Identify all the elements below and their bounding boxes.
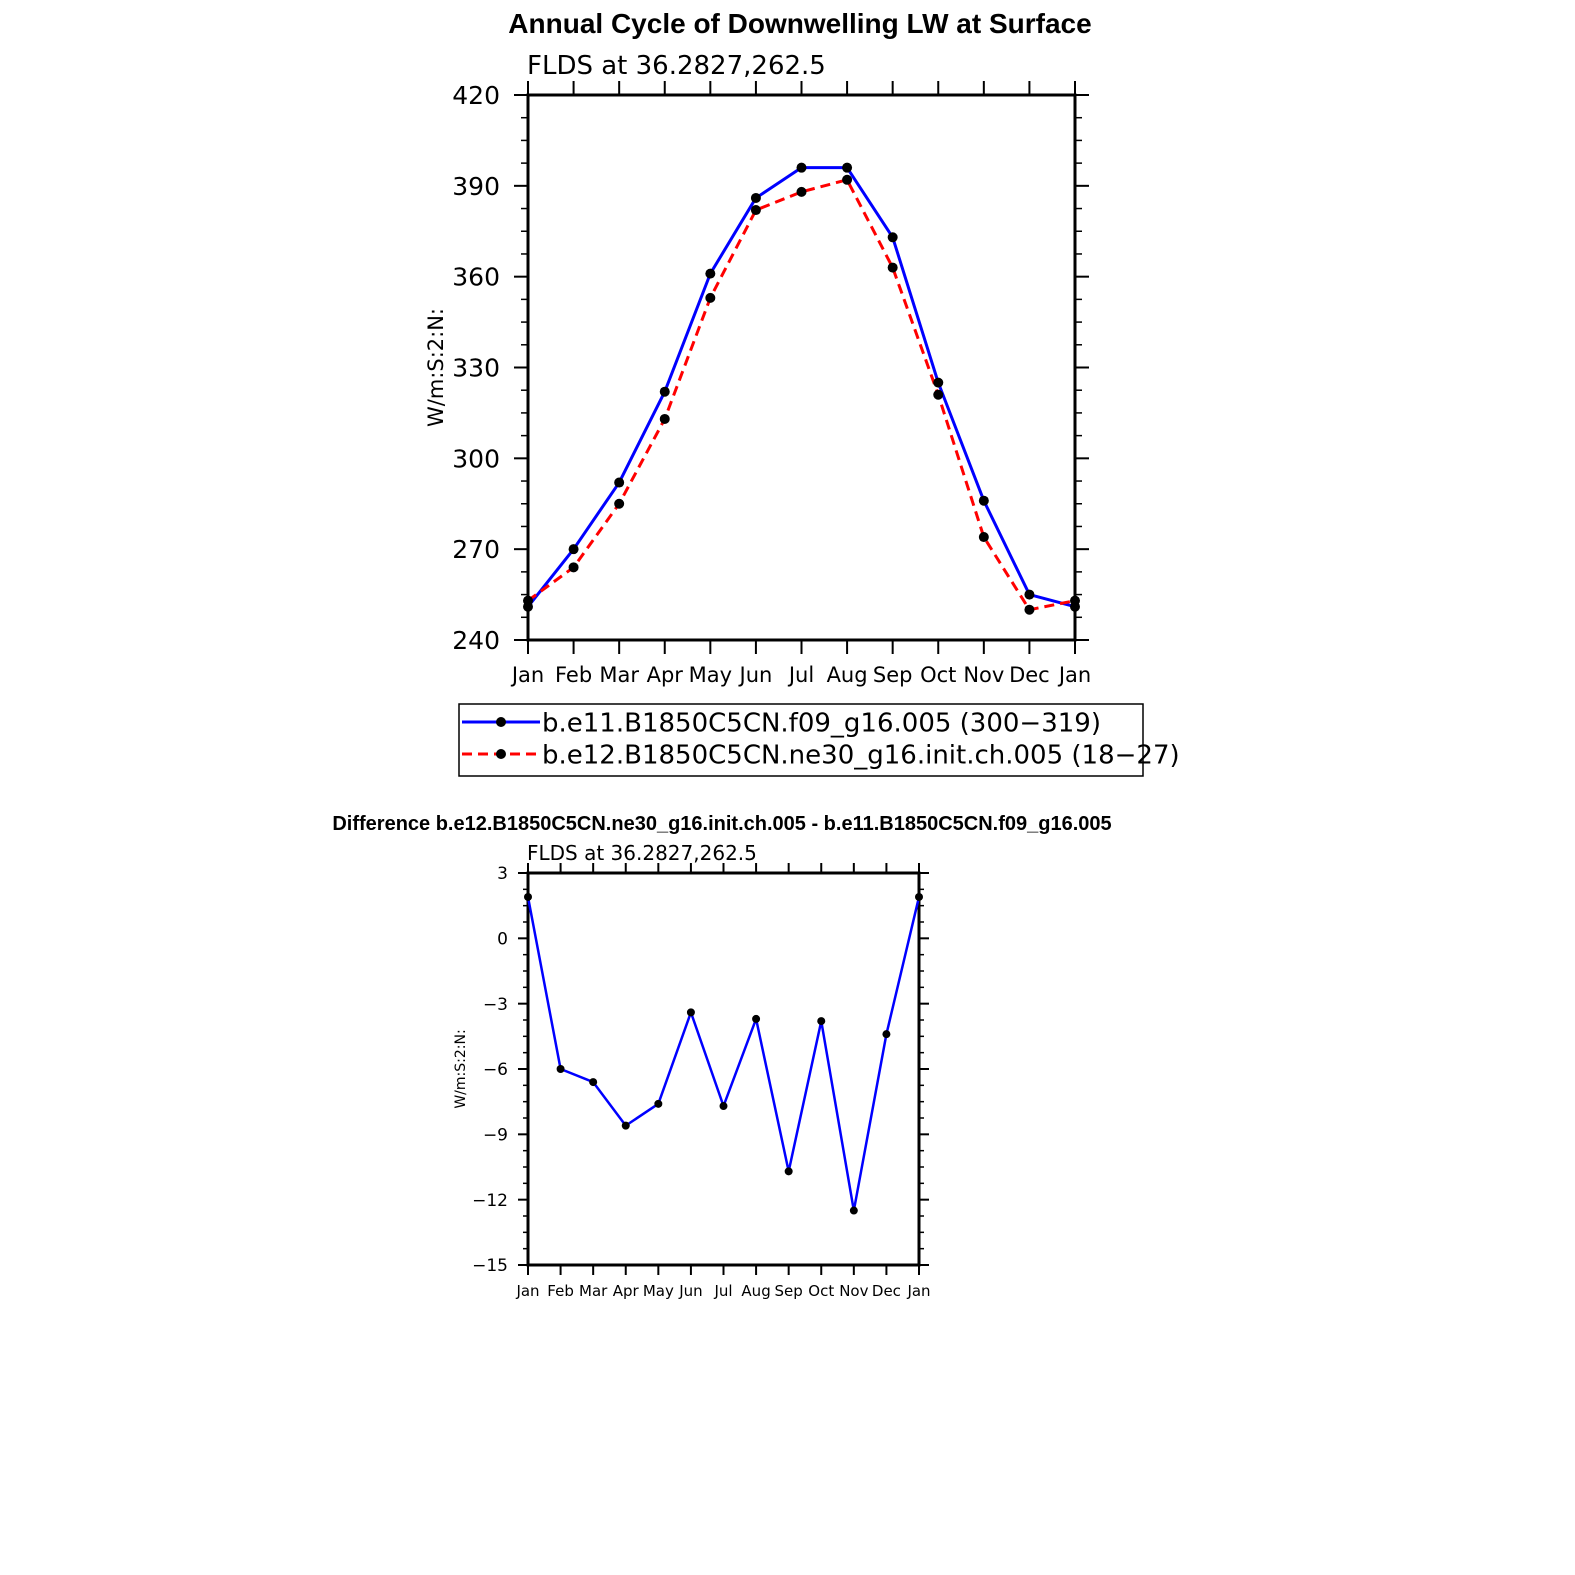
series-1-point [654,1100,662,1108]
y-tick-label: 360 [452,262,500,292]
series-1-point [614,478,624,488]
series-1-point [915,893,923,901]
series-1-point [660,387,670,397]
series-1-point [797,163,807,173]
x-tick-label: Dec [871,1282,901,1300]
series-2-point [569,562,579,572]
series-line-2 [528,180,1075,610]
series-2-point [797,187,807,197]
y-axis-label: W/m:S:2:N: [424,308,448,427]
series-1-point [752,1015,760,1023]
y-tick-label: 330 [452,353,500,383]
y-tick-label: −9 [482,1125,508,1146]
x-tick-label: Nov [963,663,1005,687]
x-tick-label: Sep [872,663,913,687]
x-tick-label: May [642,1282,674,1300]
series-2-point [1070,596,1080,606]
legend-marker-2 [496,749,506,759]
series-1-point [888,232,898,242]
x-tick-label: Jan [907,1282,931,1300]
x-tick-label: Mar [599,663,639,687]
x-tick-label: Nov [839,1282,869,1300]
y-tick-label: 240 [452,626,500,655]
plot-frame [528,873,919,1265]
y-tick-label: 0 [497,929,508,950]
plot-frame [528,95,1075,640]
chart-2 [332,813,1111,1300]
x-tick-label: Jan [1058,663,1092,687]
series-1-point [751,193,761,203]
x-tick-label: Jan [511,663,545,687]
x-tick-label: Jul [714,1282,733,1300]
legend-entry-2: b.e12.B1850C5CN.ne30_g16.init.ch.005 (18−27) [542,740,1180,771]
chart-1 [424,8,1180,776]
y-tick-label: 3 [497,864,508,885]
y-tick-label: 390 [452,171,500,201]
x-tick-label: Jun [739,663,773,687]
series-2-point [842,175,852,185]
series-1-point [933,378,943,388]
series-1-point [785,1167,793,1175]
series-2-point [751,205,761,215]
x-tick-label: Mar [579,1282,608,1300]
x-tick-label: Feb [547,1282,574,1300]
series-1-point [705,269,715,279]
series-2-point [614,499,624,509]
chart-title: Difference b.e12.B1850C5CN.ne30_g16.init.ch.005 - b.e11.B1850C5CN.f09_g16.005 [332,813,1112,835]
series-1-point [842,163,852,173]
series-1-point [979,496,989,506]
series-2-point [705,293,715,303]
chart-subtitle: FLDS at 36.2827,262.5 [527,51,826,81]
series-1-point [850,1207,858,1215]
x-tick-label: Oct [920,663,957,687]
series-1-point [1024,590,1034,600]
x-tick-label: Jul [788,663,815,687]
series-2-point [660,414,670,424]
series-1-point [720,1102,728,1110]
series-2-point [888,263,898,273]
series-line-1 [528,168,1075,607]
series-1-point [524,893,532,901]
y-tick-label: 300 [452,444,500,474]
x-tick-label: Sep [774,1282,803,1300]
series-1-point [622,1122,630,1130]
x-tick-label: Feb [554,663,593,687]
chart-title: Annual Cycle of Downwelling LW at Surface [508,8,1092,39]
y-tick-label: −15 [472,1256,508,1277]
x-tick-label: Apr [646,663,683,687]
series-1-point [557,1065,565,1073]
series-line-1 [528,897,919,1211]
series-2-point [523,596,533,606]
x-tick-label: May [688,663,733,687]
y-tick-label: 420 [452,81,500,110]
y-tick-label: −6 [482,1060,508,1081]
chart-subtitle: FLDS at 36.2827,262.5 [527,841,757,865]
x-tick-label: Jun [679,1282,703,1300]
x-tick-label: Oct [808,1282,835,1300]
series-1-point [569,544,579,554]
series-2-point [979,532,989,542]
y-tick-label: −12 [472,1190,508,1211]
x-tick-label: Dec [1009,663,1050,687]
x-tick-label: Aug [826,663,868,687]
x-tick-label: Aug [741,1282,771,1300]
y-axis-label: W/m:S:2:N: [453,1029,469,1109]
series-1-point [882,1030,890,1038]
series-2-point [933,390,943,400]
series-1-point [817,1017,825,1025]
series-1-point [589,1078,597,1086]
x-tick-label: Jan [516,1282,540,1300]
y-tick-label: 270 [452,535,500,565]
legend-entry-1: b.e11.B1850C5CN.f09_g16.005 (300−319) [542,708,1101,739]
x-tick-label: Apr [612,1282,639,1300]
y-tick-label: −3 [482,994,508,1015]
legend-marker-1 [496,717,506,727]
series-1-point [687,1008,695,1016]
series-2-point [1024,605,1034,615]
